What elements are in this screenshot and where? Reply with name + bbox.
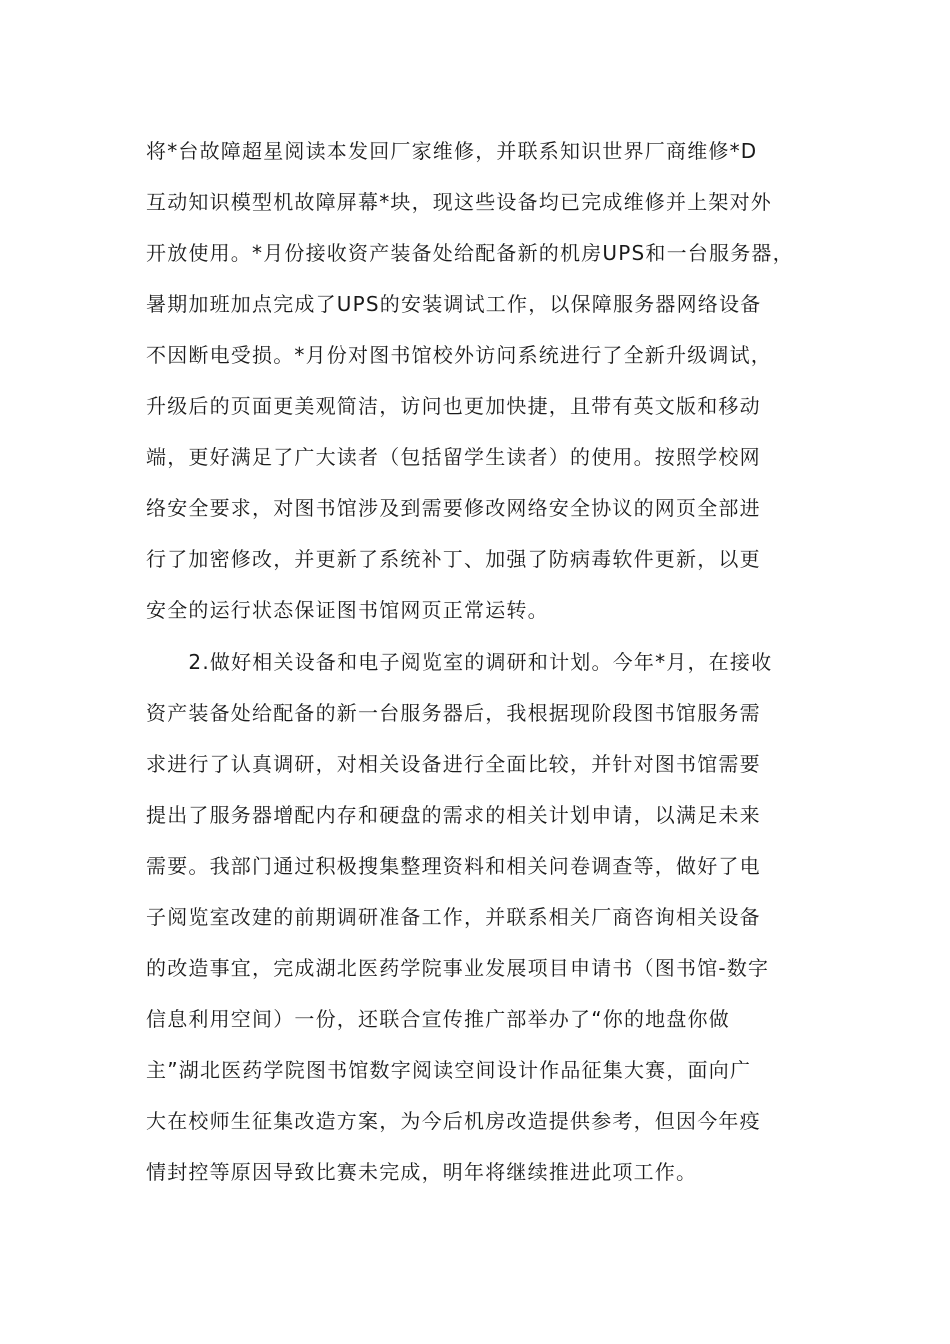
paragraph-1 xyxy=(146,126,826,636)
text-line: 的改造事宜，完成湖北医药学院事业发展项目申请书（图书馆-数字 xyxy=(146,956,770,980)
text-line: 大在校师生征集改造方案，为今后机房改造提供参考，但因今年疫 xyxy=(146,1109,761,1133)
text-line: 情封控等原因导致比赛未完成，明年将继续推进此项工作。 xyxy=(146,1160,698,1184)
text-line: 2.做好相关设备和电子阅览室的调研和计划。今年*月，在接收 xyxy=(146,650,773,674)
text-line: 不因断电受损。*月份对图书馆校外访问系统进行了全新升级调试， xyxy=(146,343,772,367)
text-line: 将*台故障超星阅读本发回厂家维修，并联系知识世界厂商维修*D xyxy=(146,139,758,163)
text-line: 行了加密修改，并更新了系统补丁、加强了防病毒软件更新，以更 xyxy=(146,547,761,571)
text-line: 开放使用。*月份接收资产装备处给配备新的机房UPS和一台服务器， xyxy=(146,241,794,265)
text-line: 主”湖北医药学院图书馆数字阅读空间设计作品征集大赛，面向广 xyxy=(146,1058,752,1082)
text-line: 子阅览室改建的前期调研准备工作，并联系相关厂商咨询相关设备 xyxy=(146,905,761,929)
text-line: 提出了服务器增配内存和硬盘的需求的相关计划申请，以满足未来 xyxy=(146,803,761,827)
text-line: 安全的运行状态保证图书馆网页正常运转。 xyxy=(146,598,549,622)
text-line: 端，更好满足了广大读者（包括留学生读者）的使用。按照学校网 xyxy=(146,445,761,469)
paragraph-2 xyxy=(146,637,826,1198)
text-line: 资产装备处给配备的新一台服务器后，我根据现阶段图书馆服务需 xyxy=(146,701,761,725)
text-line: 求进行了认真调研，对相关设备进行全面比较，并针对图书馆需要 xyxy=(146,752,761,776)
text-line: 互动知识模型机故障屏幕*块，现这些设备均已完成维修并上架对外 xyxy=(146,190,772,214)
text-line: 升级后的页面更美观简洁，访问也更加快捷，且带有英文版和移动 xyxy=(146,394,761,418)
text-line: 络安全要求，对图书馆涉及到需要修改网络安全协议的网页全部进 xyxy=(146,496,761,520)
text-line: 暑期加班加点完成了UPS的安装调试工作，以保障服务器网络设备 xyxy=(146,292,762,316)
text-line: 信息利用空间）一份，还联合宣传推广部举办了“你的地盘你做 xyxy=(146,1007,730,1031)
text-line: 需要。我部门通过积极搜集整理资料和相关问卷调查等，做好了电 xyxy=(146,854,761,878)
